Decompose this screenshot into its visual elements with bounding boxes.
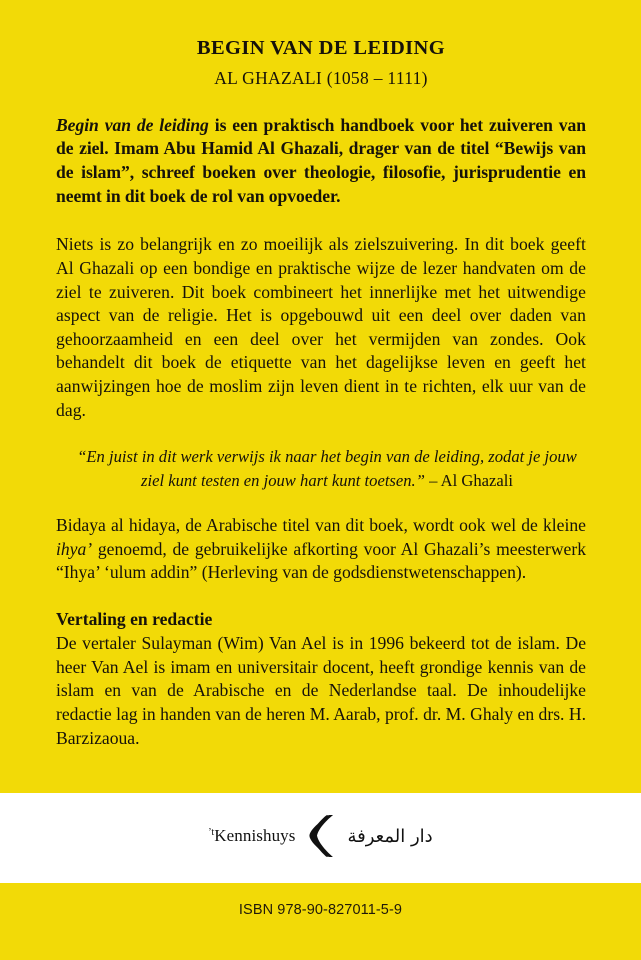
credits-heading: Vertaling en redactie xyxy=(56,608,213,629)
publisher-name-arabic: دار المعرفة xyxy=(347,825,433,847)
lead-paragraph-rest: is een praktisch handboek voor het zuiveren van de ziel. Imam Abu Hamid Al Ghazali, drager van de titel “Bewijs van de islam”, schreef boeken over theologie, filosofie, jurisprudentie en neemt in dit boek de rol van opvoeder. xyxy=(56,114,586,206)
pull-quote-attribution: – Al Ghazali xyxy=(424,470,513,490)
angle-bracket-logo-icon xyxy=(309,814,335,858)
publisher-logo xyxy=(208,814,432,858)
isbn-band xyxy=(0,883,641,960)
publisher-name-text: Kennishuys xyxy=(214,826,296,845)
lead-paragraph xyxy=(56,114,586,209)
lead-book-title-italic: Begin van de leiding xyxy=(56,114,209,135)
blurb-column xyxy=(56,0,586,750)
pull-quote xyxy=(56,445,586,491)
publisher-logo-band xyxy=(0,793,641,883)
publisher-name-tick: ’t xyxy=(208,827,215,838)
isbn-text: ISBN 978-90-827011-5-9 xyxy=(238,902,403,918)
paragraph-2: Niets is zo belangrijk en zo moeilijk als zielszuivering. In dit boek geeft Al Ghazali op een bondige en praktische wijze de lezer handvaten om de ziel te zuiveren. Dit boek combineert het innerlijke met het uitwendige aspect van de religie. Het is opgebouwd uit een deel over daden van gehoorzaamheid en een deel over het vermijden van zondes. Ook behandelt dit boek de etiquette van het dagelijkse leven en geeft het aanwijzingen hoe de moslim zijn leven dient in te richten, elk uur van de dag. xyxy=(56,234,586,420)
title-block xyxy=(56,0,586,89)
paragraph-3-italic-word: ihya’ xyxy=(56,538,93,559)
pull-quote-text: “En juist in dit werk verwijs ik naar het begin van de leiding, zodat je jouw ziel kunt testen en jouw hart kunt toetsen.” xyxy=(77,447,577,490)
credits-body: De vertaler Sulayman (Wim) Van Ael is in 1996 bekeerd tot de islam. De heer Van Ael is imam en universitair docent, heeft grondige kennis van de islam en van de Arabische en de Nederlandse taal. De inhoudelijke redactie lag in handen van de heren M. Aarab, prof. dr. M. Ghaly en drs. H. Barzizaoua. xyxy=(56,632,586,748)
paragraph-3: Bidaya al hidaya, de Arabische titel van dit boek, wordt ook wel de kleine ihya’ genoemd, de gebruikelijke afkorting voor Al Ghazali’s meesterwerk “Ihya’ ‘ulum addin” (Herleving van de godsdienstwetenschappen). xyxy=(56,514,586,583)
author-line: AL GHAZALI (1058 – 1111) xyxy=(214,67,428,88)
page-title: BEGIN VAN DE LEIDING xyxy=(196,37,446,59)
publisher-name xyxy=(208,826,295,846)
